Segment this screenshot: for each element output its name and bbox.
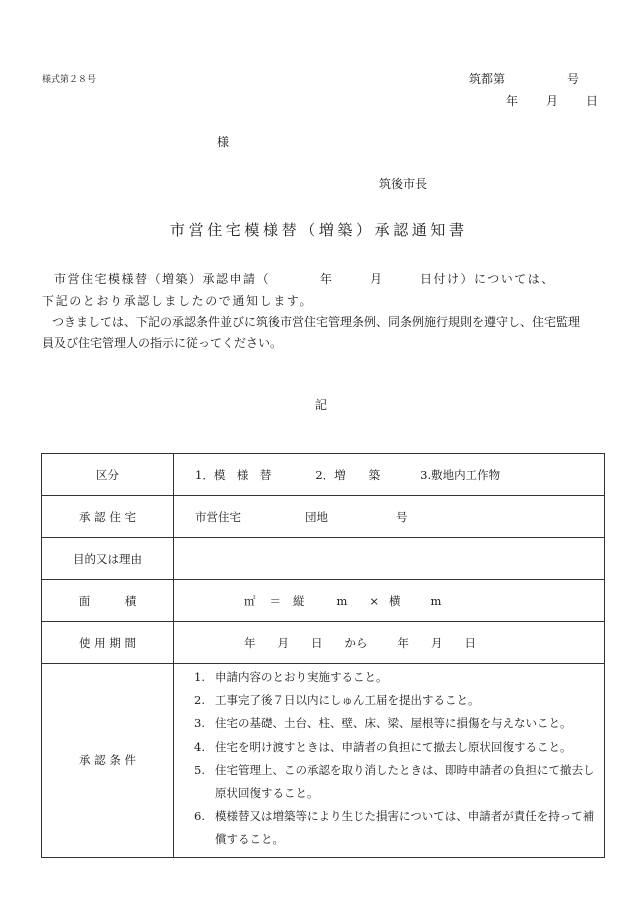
condition-item xyxy=(194,736,596,759)
area-equals: ＝ xyxy=(269,593,281,608)
housing-go: 号 xyxy=(396,509,408,524)
condition-number: 1. xyxy=(194,670,205,684)
condition-item xyxy=(194,712,596,735)
kubun-option-1: 1．模 様 替 xyxy=(195,467,272,482)
purpose-label: 目的又は理由 xyxy=(42,538,174,580)
kubun-option-2: 2．増 築 xyxy=(315,467,381,482)
kubun-option-3: 3.敷地内工作物 xyxy=(420,467,501,482)
ki-heading: 記 xyxy=(315,398,328,412)
body-line-2: 下記のとおり承認しましたので通知します。 xyxy=(42,294,314,308)
condition-text: 工事完了後７日以内にしゅん工届を提出すること。 xyxy=(215,693,480,708)
row-area xyxy=(42,580,605,622)
condition-number: 3. xyxy=(194,716,205,731)
housing-value xyxy=(174,496,605,538)
row-kubun xyxy=(42,454,605,496)
period-month-2: 月 xyxy=(431,635,443,650)
condition-item xyxy=(194,759,596,805)
area-value xyxy=(174,580,605,622)
period-month-1: 月 xyxy=(277,635,289,650)
period-year-2: 年 xyxy=(397,635,409,650)
area-m2: m xyxy=(430,593,442,608)
condition-number: 5. xyxy=(194,762,205,777)
condition-number: 6. xyxy=(194,809,205,824)
condition-item xyxy=(194,666,596,689)
kubun-value xyxy=(174,454,605,496)
page-title: 市営住宅模様替（増築）承認通知書 xyxy=(170,221,468,239)
housing-city: 市営住宅 xyxy=(195,509,241,524)
row-purpose xyxy=(42,538,605,580)
body-line-1 xyxy=(42,270,555,287)
period-value xyxy=(174,622,605,664)
conditions-label: 承 認 条 件 xyxy=(42,664,174,858)
period-label: 使 用 期 間 xyxy=(42,622,174,664)
condition-text: 模様替又は増築等により生じた損害については、申請者が責任を持って補償すること。 xyxy=(215,809,595,847)
housing-label: 承 認 住 宅 xyxy=(42,496,174,538)
condition-text: 住宅を明け渡すときは、申請者の負担にて撤去し原状回復すること。 xyxy=(215,739,572,754)
body-line-1-month: 月 xyxy=(370,272,383,286)
period-day-2: 日 xyxy=(464,635,476,650)
body-line-4: 員及び住宅管理人の指示に従ってください。 xyxy=(42,336,283,350)
condition-text: 住宅管理上、この承認を取り消したときは、即時申請者の負担にて撤去し原状回復すること。 xyxy=(215,762,595,801)
condition-number: 2. xyxy=(194,693,205,708)
purpose-value xyxy=(174,538,605,580)
condition-text: 住宅の基礎、土台、柱、壁、床、梁、屋根等に損傷を与えないこと。 xyxy=(215,716,572,731)
area-tate: 縦 xyxy=(293,593,305,608)
body-line-3 xyxy=(42,313,580,330)
document-number-suffix: 号 xyxy=(567,72,580,86)
body-line-1-end: 日付け）については、 xyxy=(420,272,555,286)
area-m1: m xyxy=(336,593,348,608)
period-day-1: 日 xyxy=(311,635,323,650)
addressee: 様 xyxy=(217,135,230,149)
body-line-1-year: 年 xyxy=(320,272,333,286)
sender: 筑後市長 xyxy=(379,177,428,191)
condition-number: 4. xyxy=(194,739,205,754)
approval-table xyxy=(41,453,605,858)
row-conditions xyxy=(42,664,605,858)
period-from: から xyxy=(344,635,368,650)
condition-text: 申請内容のとおり実施すること。 xyxy=(215,670,388,684)
area-sqm: ㎡ xyxy=(244,593,256,608)
kubun-label: 区分 xyxy=(42,454,174,496)
date-month: 月 xyxy=(546,94,559,108)
area-label: 面 積 xyxy=(42,580,174,622)
area-yoko: 横 xyxy=(389,593,401,608)
body-line-3-text: つきましては、下記の承認条件並びに筑後市営住宅管理条例、同条例施行規則を遵守し、住宅監理 xyxy=(52,315,581,329)
conditions-value xyxy=(174,664,605,858)
housing-danchi: 団地 xyxy=(305,509,328,524)
conditions-list xyxy=(174,664,604,857)
area-times: × xyxy=(369,593,380,608)
condition-item xyxy=(194,689,596,712)
date-year: 年 xyxy=(506,94,519,108)
body-line-1-start: 市営住宅模様替（増築）承認申請（ xyxy=(54,272,271,286)
document-number xyxy=(469,70,579,87)
document-number-prefix: 筑都第 xyxy=(469,72,506,86)
document-date xyxy=(506,92,598,109)
form-number: 様式第２８号 xyxy=(42,75,97,85)
row-housing xyxy=(42,496,605,538)
row-period xyxy=(42,622,605,664)
period-year-1: 年 xyxy=(244,635,256,650)
condition-item xyxy=(194,805,596,851)
date-day: 日 xyxy=(586,94,599,108)
